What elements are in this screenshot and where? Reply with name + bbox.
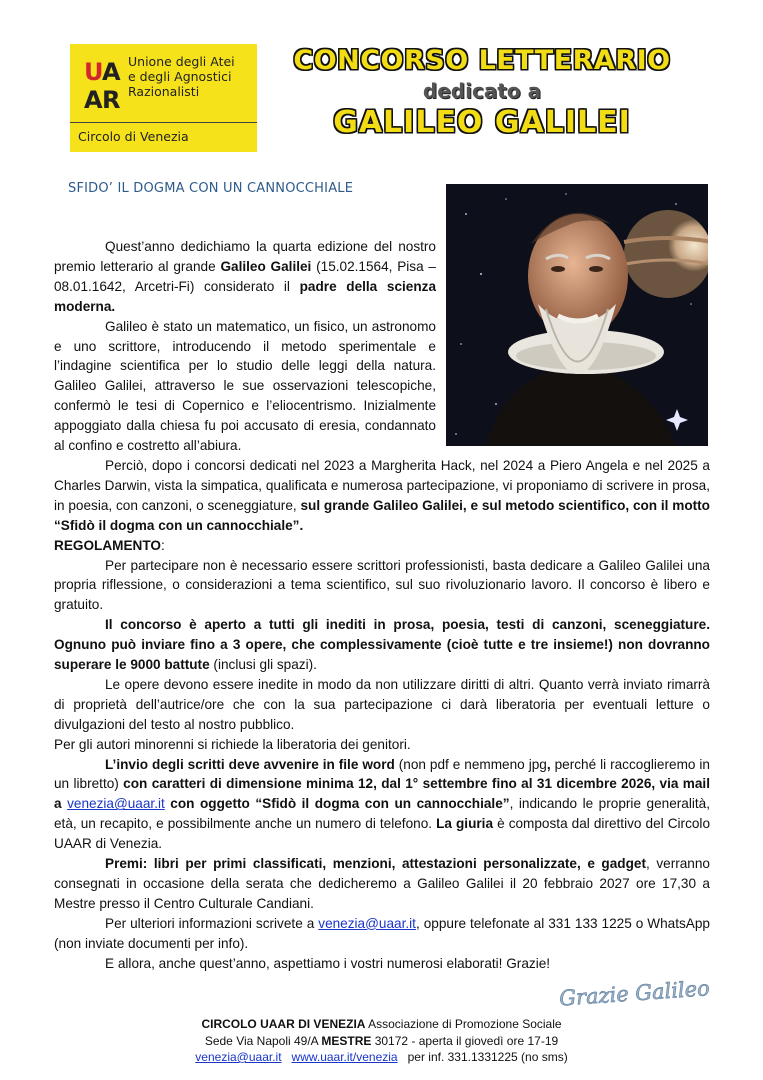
footer-phone: per inf. 331.1331225 (no sms) xyxy=(407,1050,568,1064)
paragraph-info xyxy=(54,914,710,954)
paragraph-intro xyxy=(54,237,436,317)
regolamento-heading: REGOLAMENTO: xyxy=(54,537,165,553)
intro-text-c: (15.02.1564, Pisa – 08.01.1642, Arcetri-Fi) considerato il xyxy=(54,258,436,294)
paragraph-previous-contests xyxy=(54,456,710,536)
submission-comma: , xyxy=(546,756,555,772)
svg-text:R: R xyxy=(102,86,121,114)
page-footer xyxy=(0,1016,763,1066)
paragraph-closing: E allora, anche quest’anno, aspettiamo i vostri numerosi elaborati! Grazie! xyxy=(105,955,551,971)
submission-subject: con oggetto “Sfidò il dogma con un cannocchiale” xyxy=(164,796,510,812)
submission-text-d: perché li raccoglieremo in un libretto) xyxy=(54,756,710,792)
page-headline xyxy=(262,44,702,142)
jury-label: La giuria xyxy=(436,816,494,832)
headline-line-2: dedicato a xyxy=(422,79,542,103)
submission-text-b: (non pdf e nemmeno jpg xyxy=(394,756,547,772)
uaar-logo xyxy=(70,44,257,152)
info-email-link[interactable]: venezia@uaar.it xyxy=(318,915,416,931)
contest-rules-note: (inclusi gli spazi). xyxy=(209,657,317,673)
logo-line-2: e degli Agnostici xyxy=(128,69,232,84)
footer-website-link[interactable]: www.uaar.it/venezia xyxy=(291,1050,398,1064)
submission-deadline: con caratteri di dimensione minima 12, dal 1° settembre fino al 31 dicembre 2026, via mail a xyxy=(54,776,710,812)
paragraph-contest-rules xyxy=(54,615,710,675)
intro-galileo-name: Galileo Galilei xyxy=(220,258,312,274)
footer-contacts xyxy=(0,1049,763,1066)
logo-line-1: Unione degli Atei xyxy=(128,54,235,69)
logo-divider xyxy=(70,122,257,123)
jury-text: è composta dal direttivo del Circolo UAAR di Venezia. xyxy=(54,816,711,852)
logo-circolo: Circolo di Venezia xyxy=(78,129,189,144)
section-title: SFIDO’ IL DOGMA CON UN CANNOCCHIALE xyxy=(68,181,354,196)
intro-text-a: Quest’anno dedichiamo la quarta edizione del nostro premio letterario al grande xyxy=(54,239,436,274)
submission-format: L’invio degli scritti deve avvenire in file word xyxy=(105,756,395,772)
headline-line-3: GALILEO GALILEI xyxy=(333,105,631,140)
headline-line-1: CONCORSO LETTERARIO xyxy=(293,45,671,76)
svg-text:A: A xyxy=(84,86,103,114)
footer-email-link[interactable]: venezia@uaar.it xyxy=(195,1050,282,1064)
paragraph-participation: Per partecipare non è necessario essere scrittori professionisti, basta dedicare a Galileo Galilei una propria riflessione, o considerazioni a tema scientifico, sul suo rivoluzionario lavoro. Il concorso è libero e gratuito. xyxy=(54,557,710,613)
footer-address xyxy=(0,1033,763,1050)
submission-email-link[interactable]: venezia@uaar.it xyxy=(67,796,165,812)
footer-address-city: MESTRE xyxy=(321,1033,372,1048)
logo-line-3: Razionalisti xyxy=(128,84,200,99)
info-text-b: , oppure telefonate al 331 133 1225 o WhatsApp (non inviate documenti per info). xyxy=(54,915,710,951)
contest-rules-bold: Il concorso è aperto a tutti gli inediti in prosa, poesia, testi di canzoni, sceneggiature. Ognuno può inviare fino a 3 opere, che complessivamente (cioè tutte e tre insieme!) non dovranno superare le 9000 battute xyxy=(54,617,710,673)
info-text-a: Per ulteriori informazioni scrivete a xyxy=(105,915,319,931)
regolamento-label: REGOLAMENTO xyxy=(54,537,161,553)
paragraph-submission xyxy=(54,755,710,855)
paragraph-biography: Galileo è stato un matematico, un fisico, un astronomo e uno scrittore, introducendo il metodo sperimentale e l’indagine scientifica per lo studio delle leggi della natura. Galileo Galilei, attraverso le sue osservazioni telescopiche, confermò le tesi di Copernico e l’eliocentrismo. Inizialmente appoggiato dalla chiesa fu poi accusato di eresia, condannato al confino e costretto all’abiura. xyxy=(54,318,436,454)
footer-address-street: Sede Via Napoli 49/A xyxy=(204,1033,322,1048)
svg-text:A: A xyxy=(102,58,121,86)
footer-org-type: Associazione di Promozione Sociale xyxy=(365,1017,562,1031)
signature-grazie-galileo xyxy=(555,973,725,1011)
footer-organization xyxy=(0,1016,763,1033)
paragraph-prizes xyxy=(54,854,710,914)
contest-motto: sul grande Galileo Galilei, e sul metodo scientifico, con il motto “Sfidò il dogma con un cannocchiale”. xyxy=(54,497,710,533)
paragraph-rights: Le opere devono essere inedite in modo da non utilizzare diritti di altri. Quanto verrà inviato rimarrà di proprietà dell’autrice/ore che con la sua partecipazione ci darà liberatoria per eventuali letture o divulgazioni del testo al nostro pubblico. xyxy=(54,676,710,732)
intro-padre-scienza: padre della scienza moderna. xyxy=(54,278,437,314)
submission-text-g: , indicando le proprie generalità, età, un recapito, e possibilmente anche un numero di telefono. xyxy=(54,796,711,832)
prizes-text: , verranno consegnati in occasione della serata che dedicheremo a Galileo Galilei il 20 febbraio 2027 ore 17,30 a Mestre presso il Centro Culturale Candiani. xyxy=(54,856,710,911)
signature-text: Grazie Galileo xyxy=(558,976,711,1011)
document-body xyxy=(54,237,710,974)
previous-contests-text: Perciò, dopo i concorsi dedicati nel 2023 a Margherita Hack, nel 2024 a Piero Angela e nel 2025 a Charles Darwin, vista la simpatica, qualificata e numerosa partecipazione, vi proponiamo di scrivere in prosa, in poesia, con canzoni, o sceneggiature, xyxy=(54,457,710,513)
footer-org-name: CIRCOLO UAAR DI VENEZIA xyxy=(201,1017,366,1031)
footer-address-hours: 30172 - aperta il giovedì ore 17-19 xyxy=(371,1033,559,1048)
prizes-bold: Premi: libri per primi classificati, menzioni, attestazioni personalizzate, e gadget xyxy=(105,856,646,872)
uaar-logo-mark xyxy=(82,54,124,116)
paragraph-minors: Per gli autori minorenni si richiede la liberatoria dei genitori. xyxy=(54,736,411,752)
svg-text:U: U xyxy=(84,58,104,86)
